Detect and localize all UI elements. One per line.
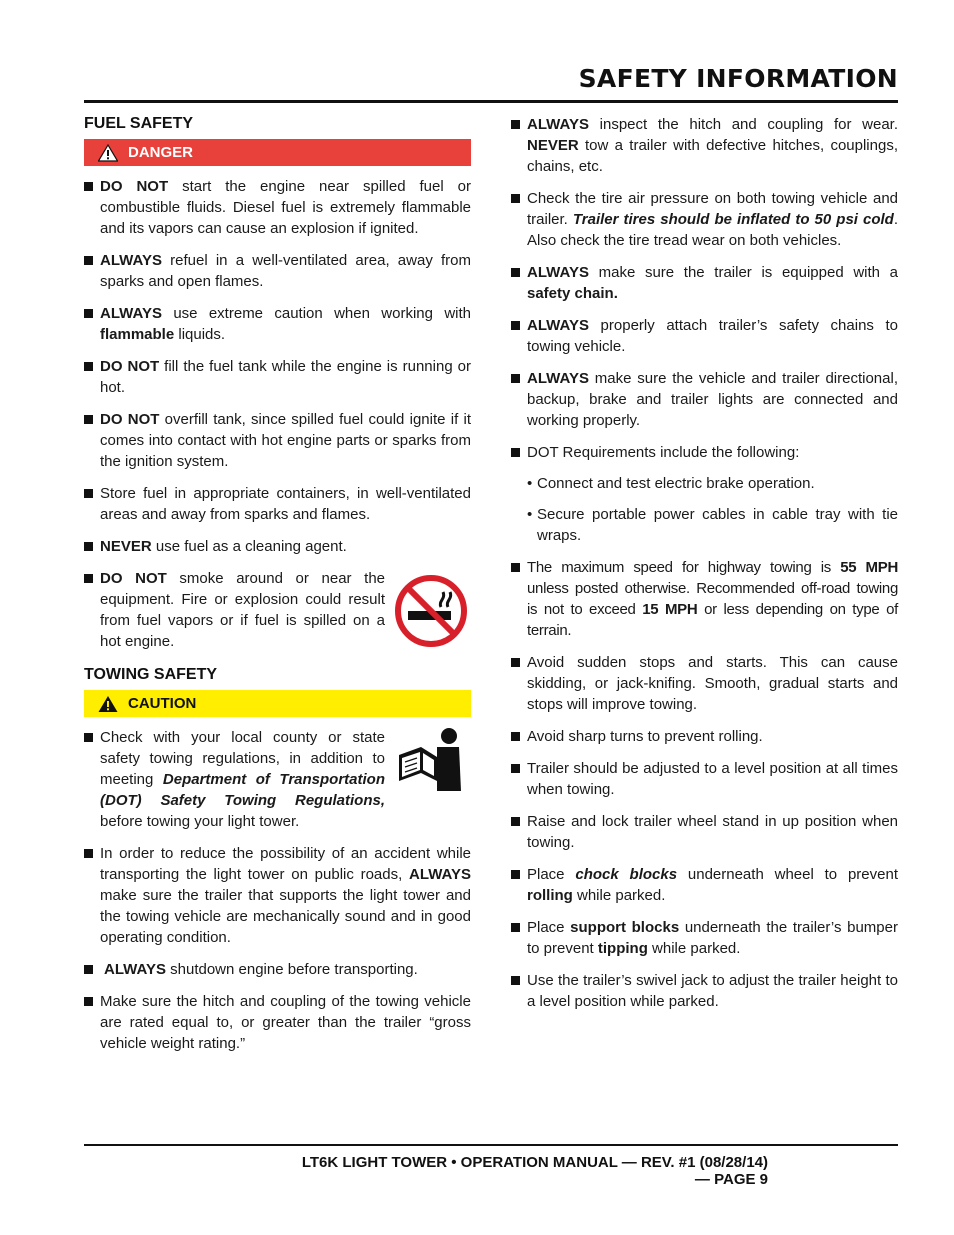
square-bullet-icon [511, 658, 520, 667]
square-bullet-icon [84, 542, 93, 551]
list-item: Avoid sudden stops and starts. This can cause skidding, or jack-knifing. Smooth, gradual starts and stops will improve towing. [511, 652, 898, 715]
list-item: Make sure the hitch and coupling of the towing vehicle are rated equal to, or greater than the trailer “gross vehicle weight rating.” [84, 991, 471, 1054]
left-column [84, 114, 471, 1065]
caution-label: CAUTION [128, 695, 197, 712]
warning-triangle-icon [98, 695, 118, 713]
list-item: ALWAYS make sure the vehicle and trailer directional, backup, brake and trailer lights are connected and working properly. [511, 368, 898, 431]
square-bullet-icon [511, 321, 520, 330]
warning-triangle-icon [98, 144, 118, 162]
square-bullet-icon [511, 120, 520, 129]
page-footer: LT6K LIGHT TOWER • OPERATION MANUAL — REV. #1 (08/28/14) — PAGE 9 [301, 1154, 768, 1188]
dot-sub-item: • Connect and test electric brake operation. [527, 475, 815, 492]
read-manual-icon [393, 727, 469, 793]
list-item: Store fuel in appropriate containers, in well-ventilated areas and away from sparks and flames. [84, 483, 471, 525]
list-item: In order to reduce the possibility of an accident while transporting the light tower on public roads, ALWAYS make sure the trailer that supports the light tower and the towing vehicle are mechanically sound and in good operating condition. [84, 843, 471, 948]
square-bullet-icon [84, 733, 93, 742]
towing-safety-heading: TOWING SAFETY [84, 666, 218, 683]
square-bullet-icon [511, 976, 520, 985]
list-item: Avoid sharp turns to prevent rolling. [511, 726, 898, 747]
page-title: SAFETY INFORMATION [578, 64, 898, 93]
fuel-safety-heading: FUEL SAFETY [84, 115, 194, 132]
footer-rule [84, 1144, 898, 1146]
list-item: ALWAYS properly attach trailer’s safety chains to towing vehicle. [511, 315, 898, 357]
danger-banner [84, 139, 471, 166]
caution-banner [84, 690, 471, 717]
list-item: DO NOT overfill tank, since spilled fuel could ignite if it comes into contact with hot engine parts or sparks from the ignition system. [84, 409, 471, 472]
list-item: Use the trailer’s swivel jack to adjust the trailer height to a level position while parked. [511, 970, 898, 1012]
right-column [511, 114, 898, 1023]
square-bullet-icon [511, 764, 520, 773]
square-bullet-icon [84, 997, 93, 1006]
dot-sub-item: • Secure portable power cables in cable tray with tie wraps. [527, 506, 898, 544]
square-bullet-icon [84, 489, 93, 498]
danger-label: DANGER [128, 144, 194, 161]
square-bullet-icon [84, 574, 93, 583]
list-item: DO NOT fill the fuel tank while the engine is running or hot. [84, 356, 471, 398]
list-item: Check with your local county or state safety towing regulations, in addition to meeting Department of Transportation (DOT) Safety Towing Regulations, before towing your light tower. [84, 727, 471, 832]
list-item: NEVER use fuel as a cleaning agent. [84, 536, 471, 557]
square-bullet-icon [511, 374, 520, 383]
list-item: DOT Requirements include the following: [511, 442, 898, 463]
square-bullet-icon [511, 732, 520, 741]
list-item: Place support blocks underneath the trailer’s bumper to prevent tipping while parked. [511, 917, 898, 959]
list-item: ALWAYS shutdown engine before transporting. [84, 959, 471, 980]
square-bullet-icon [84, 849, 93, 858]
list-item: Raise and lock trailer wheel stand in up position when towing. [511, 811, 898, 853]
list-item: The maximum speed for highway towing is 55 MPH unless posted otherwise. Recommended off-road towing is not to exceed 15 MPH or less depending on type of terrain. [511, 557, 898, 641]
square-bullet-icon [511, 194, 520, 203]
square-bullet-icon [511, 870, 520, 879]
square-bullet-icon [511, 563, 520, 572]
square-bullet-icon [511, 817, 520, 826]
square-bullet-icon [511, 268, 520, 277]
title-rule [84, 100, 898, 103]
square-bullet-icon [84, 362, 93, 371]
list-item: DO NOT smoke around or near the equipment. Fire or explosion could result from fuel vapors or if fuel is spilled on a hot engine. [84, 568, 471, 652]
square-bullet-icon [511, 923, 520, 932]
no-smoking-icon [394, 574, 468, 648]
list-item: Place chock blocks underneath wheel to prevent rolling while parked. [511, 864, 898, 906]
list-item: ALWAYS use extreme caution when working with flammable liquids. [84, 303, 471, 345]
square-bullet-icon [511, 448, 520, 457]
list-item: ALWAYS inspect the hitch and coupling for wear. NEVER tow a trailer with defective hitches, couplings, chains, etc. [511, 114, 898, 177]
square-bullet-icon [84, 182, 93, 191]
list-item: ALWAYS refuel in a well-ventilated area, away from sparks and open flames. [84, 250, 471, 292]
list-item: DO NOT start the engine near spilled fuel or combustible fluids. Diesel fuel is extremely flammable and its vapors can cause an explosion if ignited. [84, 176, 471, 239]
list-item: ALWAYS make sure the trailer is equipped with a safety chain. [511, 262, 898, 304]
list-item: Check the tire air pressure on both towing vehicle and trailer. Trailer tires should be inflated to 50 psi cold. Also check the tire tread wear on both vehicles. [511, 188, 898, 251]
square-bullet-icon [84, 309, 93, 318]
list-item: Trailer should be adjusted to a level position at all times when towing. [511, 758, 898, 800]
square-bullet-icon [84, 965, 93, 974]
square-bullet-icon [84, 256, 93, 265]
square-bullet-icon [84, 415, 93, 424]
